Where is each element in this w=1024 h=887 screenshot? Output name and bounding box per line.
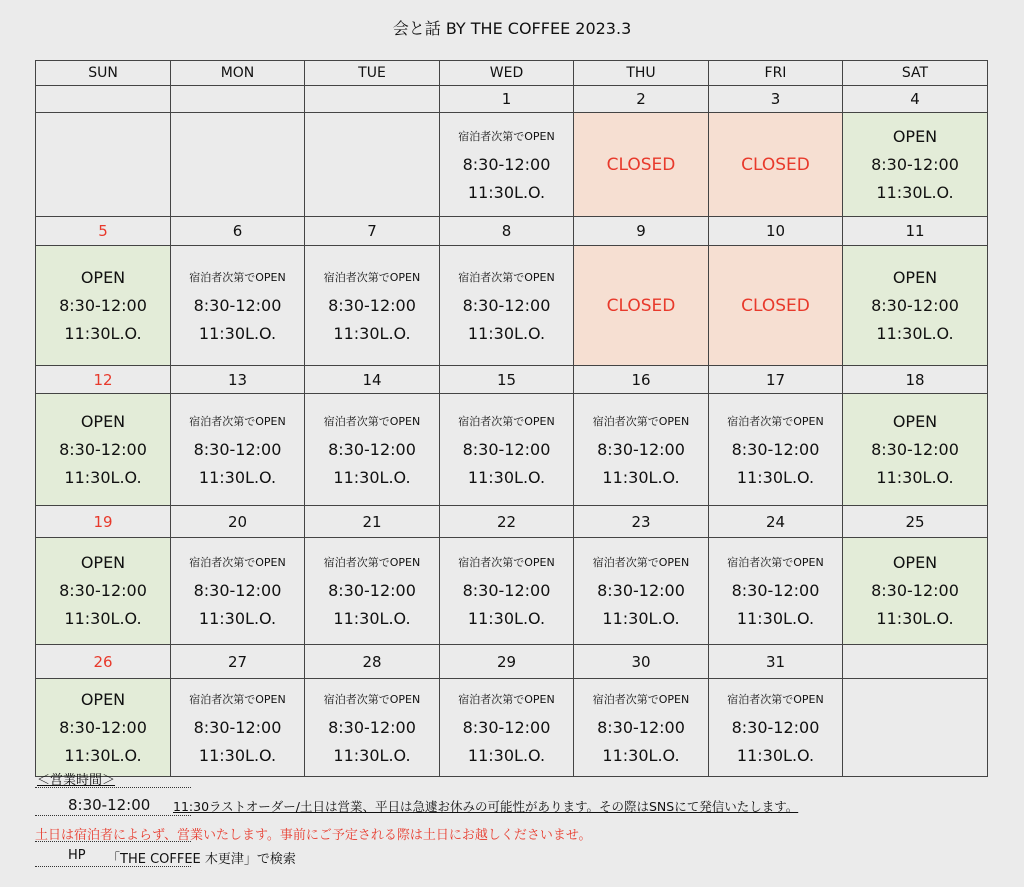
status-open: OPEN — [892, 267, 938, 287]
day-cell — [843, 246, 988, 366]
hours-heading: ＜営業時間＞ — [37, 773, 116, 788]
last-order: 11:30L.O. — [467, 323, 546, 343]
last-order: 11:30L.O. — [876, 609, 954, 628]
status-guest: 宿泊者次第でOPEN — [727, 692, 824, 706]
last-order: 11:30L.O. — [876, 323, 954, 343]
hours: 8:30-12:00 — [871, 581, 959, 600]
status-guest: 宿泊者次第でOPEN — [458, 556, 555, 569]
date-number: 4 — [843, 86, 988, 113]
hours: 8:30-12:00 — [328, 439, 416, 459]
last-order: 11:30L.O. — [333, 323, 411, 343]
last-order: 11:30L.O. — [467, 745, 546, 765]
last-order: 11:30L.O. — [736, 745, 815, 765]
weekday-header: WED — [440, 61, 574, 86]
last-order: 11:30L.O. — [333, 467, 411, 487]
hours: 8:30-12:00 — [59, 439, 147, 459]
last-order: 11:30L.O. — [198, 323, 277, 343]
day-cell — [843, 679, 988, 777]
status-guest: 宿泊者次第でOPEN — [592, 556, 690, 569]
day-cell — [171, 394, 305, 506]
date-number: 29 — [440, 645, 574, 679]
dotted-divider — [35, 815, 191, 816]
date-number — [305, 86, 440, 113]
last-order: 11:30L.O. — [736, 609, 815, 628]
hours: 8:30-12:00 — [59, 581, 147, 600]
date-number — [843, 645, 988, 679]
date-number: 8 — [440, 217, 574, 246]
day-cell — [36, 394, 171, 506]
hours: 8:30-12:00 — [462, 717, 551, 737]
hours: 8:30-12:00 — [462, 439, 551, 459]
day-cell — [709, 679, 843, 777]
last-order: 11:30L.O. — [333, 745, 411, 765]
last-order: 11:30L.O. — [876, 182, 954, 202]
date-number: 30 — [574, 645, 709, 679]
page-title: 会と話 BY THE COFFEE 2023.3 — [392, 19, 632, 38]
day-cell — [709, 538, 843, 645]
hours: 8:30-12:00 — [193, 581, 282, 600]
last-order: 11:30L.O. — [467, 609, 546, 628]
date-number: 7 — [305, 217, 440, 246]
last-order: 11:30L.O. — [198, 609, 277, 628]
hours: 8:30-12:00 — [59, 717, 147, 737]
day-cell — [305, 538, 440, 645]
date-number: 1 — [440, 86, 574, 113]
status-guest: 宿泊者次第でOPEN — [189, 692, 286, 706]
last-order: 11:30L.O. — [333, 609, 411, 628]
last-order: 11:30L.O. — [467, 467, 546, 487]
hours: 8:30-12:00 — [731, 439, 820, 459]
hours-text: 8:30-12:00 — [68, 796, 151, 814]
day-cell — [574, 113, 709, 217]
status-guest: 宿泊者次第でOPEN — [458, 270, 555, 284]
last-order: 11:30L.O. — [64, 745, 142, 765]
status-guest: 宿泊者次第でOPEN — [727, 556, 824, 569]
hours: 8:30-12:00 — [462, 154, 551, 174]
day-cell — [440, 246, 574, 366]
day-cell — [843, 394, 988, 506]
hours: 8:30-12:00 — [193, 295, 282, 315]
hours: 8:30-12:00 — [59, 295, 147, 315]
status-guest: 宿泊者次第でOPEN — [323, 556, 421, 569]
status-open: OPEN — [80, 553, 126, 572]
date-number: 24 — [709, 506, 843, 538]
date-number: 21 — [305, 506, 440, 538]
date-number: 6 — [171, 217, 305, 246]
date-number: 31 — [709, 645, 843, 679]
hours: 8:30-12:00 — [193, 717, 282, 737]
date-number: 13 — [171, 366, 305, 394]
dotted-divider — [35, 841, 191, 842]
last-order: 11:30L.O. — [64, 467, 142, 487]
status-guest: 宿泊者次第でOPEN — [592, 414, 690, 428]
date-number: 15 — [440, 366, 574, 394]
date-number: 16 — [574, 366, 709, 394]
day-cell — [440, 113, 574, 217]
status-closed: CLOSED — [741, 295, 810, 316]
hours: 8:30-12:00 — [597, 439, 685, 459]
weekday-header: SUN — [36, 61, 171, 86]
last-order: 11:30L.O. — [602, 745, 680, 765]
hours: 8:30-12:00 — [731, 717, 820, 737]
day-cell — [305, 113, 440, 217]
date-number: 3 — [709, 86, 843, 113]
weekday-header: SAT — [843, 61, 988, 86]
day-cell — [709, 246, 843, 366]
status-guest: 宿泊者次第でOPEN — [592, 692, 690, 706]
last-order: 11:30L.O. — [467, 182, 546, 202]
status-open: OPEN — [80, 411, 126, 431]
date-number: 10 — [709, 217, 843, 246]
day-cell — [440, 538, 574, 645]
day-cell — [36, 538, 171, 645]
day-cell — [574, 679, 709, 777]
dotted-divider — [35, 866, 191, 867]
weekend-note: 土日は宿泊者によらず、営業いたします。事前にご予定される際は土日にお越しくださいませ。 — [35, 828, 592, 843]
status-guest: 宿泊者次第でOPEN — [189, 414, 286, 428]
hours: 8:30-12:00 — [462, 295, 551, 315]
date-number: 5 — [36, 217, 171, 246]
status-open: OPEN — [892, 411, 938, 431]
status-open: OPEN — [892, 553, 938, 572]
day-cell — [171, 246, 305, 366]
status-guest: 宿泊者次第でOPEN — [189, 270, 286, 284]
date-number: 25 — [843, 506, 988, 538]
day-cell — [843, 538, 988, 645]
hours: 8:30-12:00 — [871, 154, 959, 174]
hours: 8:30-12:00 — [328, 581, 416, 600]
status-guest: 宿泊者次第でOPEN — [458, 129, 555, 143]
hours: 8:30-12:00 — [462, 581, 551, 600]
day-cell — [36, 679, 171, 777]
status-guest: 宿泊者次第でOPEN — [323, 414, 421, 428]
date-number: 27 — [171, 645, 305, 679]
status-guest: 宿泊者次第でOPEN — [458, 692, 555, 706]
date-number: 22 — [440, 506, 574, 538]
day-cell — [36, 246, 171, 366]
day-cell — [171, 113, 305, 217]
day-cell — [709, 113, 843, 217]
hours: 8:30-12:00 — [871, 439, 959, 459]
last-order: 11:30L.O. — [198, 467, 277, 487]
date-number: 17 — [709, 366, 843, 394]
hours-note: 11:30ラストオーダー/土日は営業、平日は急遽お休みの可能性があります。その際はSNSにて発信いたします。 — [173, 799, 799, 814]
last-order: 11:30L.O. — [198, 745, 277, 765]
day-cell — [171, 679, 305, 777]
day-cell — [843, 113, 988, 217]
last-order: 11:30L.O. — [876, 467, 954, 487]
date-number: 26 — [36, 645, 171, 679]
last-order: 11:30L.O. — [602, 609, 680, 628]
date-number — [171, 86, 305, 113]
last-order: 11:30L.O. — [736, 467, 815, 487]
date-number: 11 — [843, 217, 988, 246]
day-cell — [305, 679, 440, 777]
date-number: 28 — [305, 645, 440, 679]
date-number: 23 — [574, 506, 709, 538]
date-number: 12 — [36, 366, 171, 394]
day-cell — [574, 538, 709, 645]
date-number: 19 — [36, 506, 171, 538]
last-order: 11:30L.O. — [64, 609, 142, 628]
hours: 8:30-12:00 — [597, 717, 685, 737]
hours: 8:30-12:00 — [597, 581, 685, 600]
hours: 8:30-12:00 — [731, 581, 820, 600]
date-number: 9 — [574, 217, 709, 246]
date-number: 2 — [574, 86, 709, 113]
hours: 8:30-12:00 — [193, 439, 282, 459]
date-number: 14 — [305, 366, 440, 394]
date-number — [36, 86, 171, 113]
day-cell — [709, 394, 843, 506]
last-order: 11:30L.O. — [64, 323, 142, 343]
status-guest: 宿泊者次第でOPEN — [727, 414, 824, 428]
day-cell — [171, 538, 305, 645]
status-closed: CLOSED — [741, 154, 810, 175]
hours: 8:30-12:00 — [871, 295, 959, 315]
day-cell — [305, 394, 440, 506]
last-order: 11:30L.O. — [602, 467, 680, 487]
hp-label: HP — [68, 848, 86, 863]
status-guest: 宿泊者次第でOPEN — [189, 556, 286, 569]
weekday-header: FRI — [709, 61, 843, 86]
calendar-table — [35, 60, 988, 777]
weekday-header: THU — [574, 61, 709, 86]
status-closed: CLOSED — [606, 154, 676, 175]
day-cell — [305, 246, 440, 366]
status-open: OPEN — [892, 126, 938, 146]
hours: 8:30-12:00 — [328, 295, 416, 315]
hp-search-text: 「THE COFFEE 木更津」で検索 — [107, 852, 296, 867]
status-open: OPEN — [80, 689, 126, 709]
dotted-divider — [35, 787, 191, 788]
day-cell — [36, 113, 171, 217]
status-open: OPEN — [80, 267, 126, 287]
status-guest: 宿泊者次第でOPEN — [323, 692, 421, 706]
weekday-header: MON — [171, 61, 305, 86]
status-guest: 宿泊者次第でOPEN — [323, 270, 421, 284]
weekday-header: TUE — [305, 61, 440, 86]
day-cell — [440, 394, 574, 506]
status-closed: CLOSED — [606, 295, 676, 316]
day-cell — [574, 246, 709, 366]
date-number: 18 — [843, 366, 988, 394]
hours: 8:30-12:00 — [328, 717, 416, 737]
status-guest: 宿泊者次第でOPEN — [458, 414, 555, 428]
day-cell — [440, 679, 574, 777]
date-number: 20 — [171, 506, 305, 538]
day-cell — [574, 394, 709, 506]
